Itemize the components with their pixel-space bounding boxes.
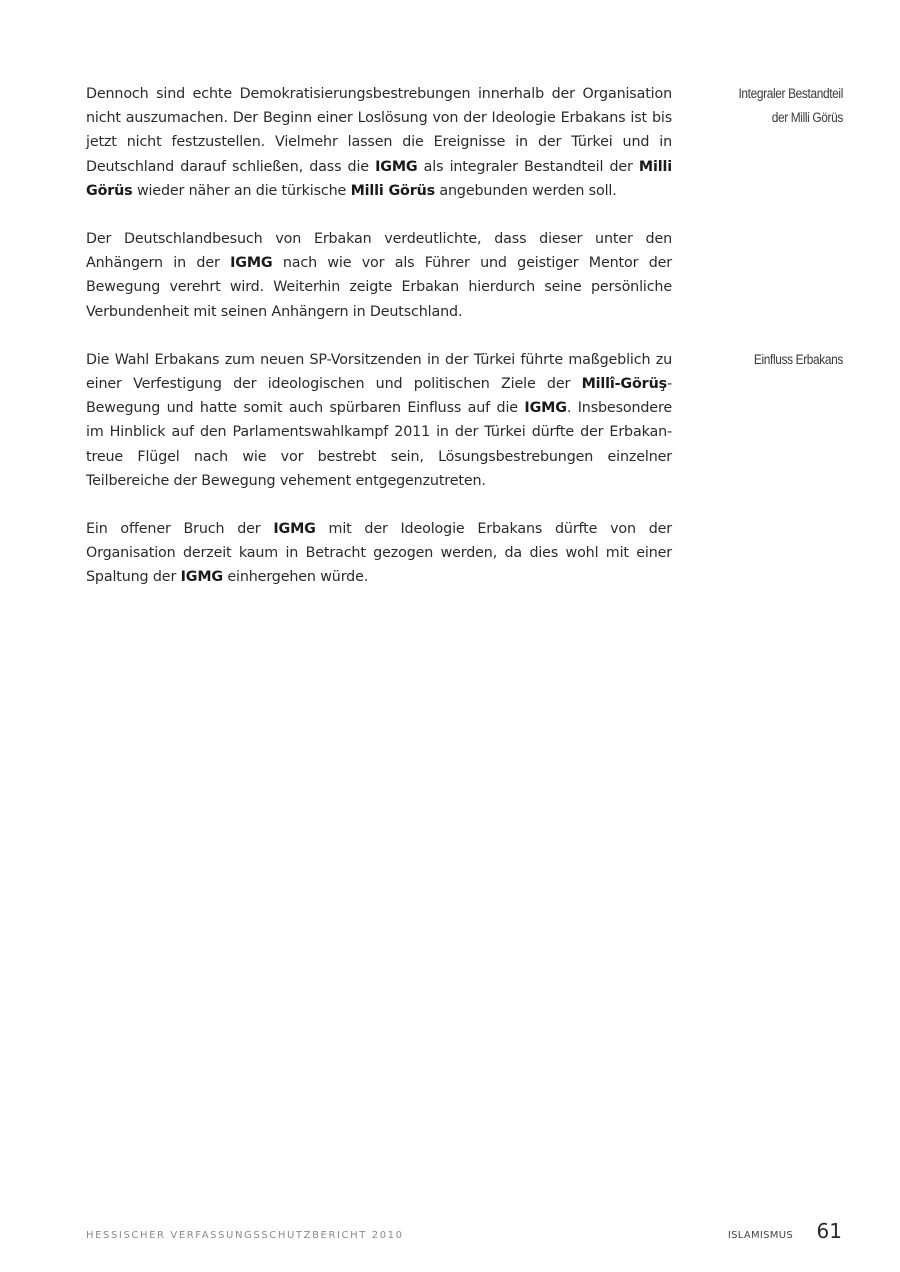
paragraph-2: [86, 227, 672, 324]
text-run: Dennoch sind echte Demokratisierungsbestrebungen innerhalb der Organisation nicht auszumachen. Der Beginn einer Loslösung von der Ideologie Erbakans ist bis jetzt nicht festzustellen. Vielmehr lassen die Ereignisse in der Türkei und in Deutschland darauf schließen, dass die: [86, 86, 672, 175]
sidenote-line: Integraler Bestandteil: [738, 86, 843, 101]
text-run: angebunden werden soll.: [435, 182, 617, 199]
bold-term: IGMG: [273, 521, 316, 538]
sidenote-line: Einfluss Erbakans: [753, 352, 843, 367]
bold-term: Milli Görüs: [350, 182, 436, 199]
sidenote-line: der Milli Görüs: [771, 110, 843, 125]
paragraph-1: [86, 82, 672, 203]
sidenote-integraler-bestandteil: [711, 82, 843, 130]
main-text-column: [86, 82, 672, 614]
text-run: mit der Ideologie Erbakans dürfte von der Organisation derzeit kaum in Betracht gezogen werden, da dies wohl mit einer Spaltung der: [86, 521, 672, 586]
bold-term: IGMG: [375, 158, 418, 175]
bold-term: IGMG: [524, 400, 567, 417]
sidenote-einfluss-erbakans: [711, 348, 843, 372]
footer-publication-title: HESSISCHER VERFASSUNGSSCHUTZBERICHT 2010: [86, 1230, 404, 1241]
text-run: . Insbesondere im Hinblick auf den Parlamentswahlkampf 2011 in der Türkei dürfte der Erbakan-treue Flügel nach wie vor bestrebt sein, Lösungsbestrebungen einzelner Teilbereiche der Bewegung vehement entgegenzutreten.: [86, 400, 673, 489]
text-run: einhergehen würde.: [223, 569, 369, 586]
text-run: nach wie vor als Führer und geistiger Mentor der Bewegung verehrt wird. Weiterhin zeigte Erbakan hierdurch seine persönliche Verbundenheit mit seinen Anhängern in Deutschland.: [86, 255, 672, 320]
bold-term: Millî-Görüş: [581, 376, 667, 393]
footer-section-label: ISLAMISMUS: [727, 1230, 793, 1241]
text-run: als integraler Bestandteil der: [417, 158, 639, 175]
paragraph-4: [86, 517, 672, 590]
bold-term: Milli Görüs: [86, 158, 672, 199]
text-run: Ein offener Bruch der: [86, 521, 274, 538]
bold-term: IGMG: [230, 255, 273, 272]
text-run: Die Wahl Erbakans zum neuen SP-Vorsitzenden in der Türkei führte maßgeblich zu einer Verfestigung der ideologischen und politischen Ziele der: [86, 351, 672, 393]
text-run: Der Deutschlandbesuch von Erbakan verdeutlichte, dass dieser unter den Anhängern in der: [86, 231, 672, 272]
paragraph-3: [86, 348, 672, 493]
text-run: wieder näher an die türkische: [132, 182, 351, 199]
text-run: -Bewegung und hatte somit auch spürbaren Einfluss auf die: [86, 376, 672, 417]
page-number: 61: [816, 1219, 842, 1243]
bold-term: IGMG: [180, 569, 223, 586]
